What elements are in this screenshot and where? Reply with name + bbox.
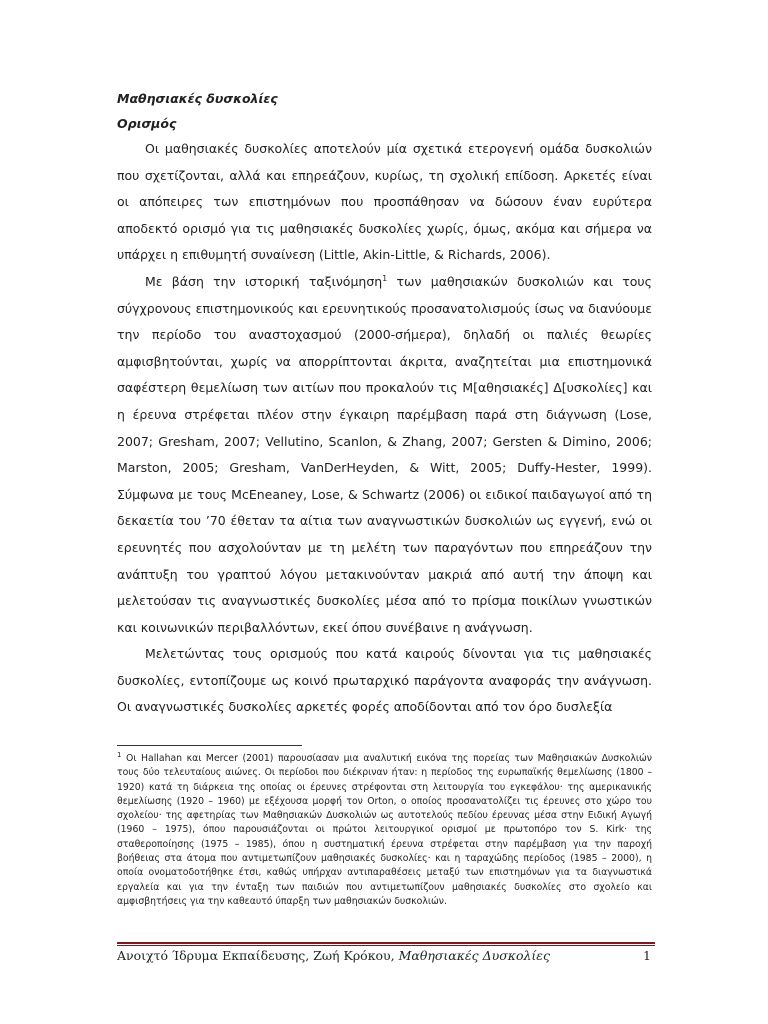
footer-rule-thin bbox=[117, 945, 655, 946]
paragraph-2-text-start: Με βάση την ιστορική ταξινόμηση bbox=[145, 273, 383, 289]
subsection-title: Ορισμός bbox=[117, 116, 177, 131]
paragraph-2-text-rest: των μαθησιακών δυσκολιών και τους σύγχρονους επιστημονικούς και ερευνητικούς προσανατολισμούς ίσως να διανύουμε την περίοδο του αναστοχασμού (2000-σήμερα), δηλαδή οι παλιές θεωρίες αμφισβητούνται, χωρίς να απορρίπτονται άκριτα, αναζητείται μια επιστημονικά σαφέστερη θεμελίωση των αιτίων που προκαλούν τις Μ[αθησιακές] Δ[υσκολίες] και η έρευνα στρέφεται πλέον στην έγκαιρη παρέμβαση παρά στη διάγνωση (Lose, 2007; Gresham, 2007; Vellutino, Scanlon, & Zhang, 2007; Gersten & Dimino, 2006; Marston, 2005; Gresham, VanDerHeyden, & Witt, 2005; Duffy-Hester, 1999). Σύμφωνα με τους McEneaney, Lose, & Schwartz (2006) οι ειδικοί παιδαγωγοί από τη δεκαετία του ’70 έθεταν τα αίτια των αναγνωστικών δυσκολιών ως εγγενή, ενώ οι ερευνητές που ασχολούνταν με τη μελέτη των παραγόντων που επηρεάζουν την ανάπτυξη του γραπτού λόγου μετακινούνταν μακριά από αυτή την άποψη και μελετούσαν τις αναγνωστικές δυσκολίες μέσα από το πρίσμα ποικίλων γνωστικών και κοινωνικών περιβαλλόντων, εκεί όπου συνέβαινε η ανάγνωση. bbox=[117, 273, 652, 635]
paragraph-1-text: Οι μαθησιακές δυσκολίες αποτελούν μία σχετικά ετερογενή ομάδα δυσκολιών που σχετίζονται, αλλά και επηρεάζουν, κυρίως, τη σχολική επίδοση. Αρκετές είναι οι απόπειρες των επιστημόνων που προσπάθησαν να δώσουν έναν ευρύτερα αποδεκτό ορισμό για τις μαθησιακές δυσκολίες χωρίς, όμως, ακόμα και σήμερα να υπάρχει η επιθυμητή συναίνεση (Little, Akin-Little, & Richards, 2006). bbox=[117, 141, 652, 263]
footer-rule-thick bbox=[117, 942, 655, 944]
paragraph-1 bbox=[117, 136, 652, 269]
section-title: Μαθησιακές δυσκολίες bbox=[117, 91, 278, 106]
page-number: 1 bbox=[643, 948, 651, 963]
footnote-number: 1 bbox=[117, 750, 122, 759]
main-content bbox=[117, 86, 652, 721]
paragraph-3 bbox=[117, 641, 652, 721]
page-footer bbox=[117, 948, 655, 966]
footnote-reference[interactable]: 1 bbox=[382, 273, 388, 283]
paragraph-2 bbox=[117, 269, 652, 641]
paragraph-3-text: Μελετώντας τους ορισμούς που κατά καιρούς δίνονται για τις μαθησιακές δυσκολίες, εντοπίζουμε ως κοινό πρωταρχικό παράγοντα αναφοράς την ανάγνωση. Οι αναγνωστικές δυσκολίες αρκετές φορές αποδίδονται από τον όρο δυσλεξία bbox=[117, 646, 652, 715]
footnote-divider bbox=[117, 745, 302, 746]
footer-citation bbox=[117, 948, 550, 963]
footer-citation-text: Ανοιχτό Ίδρυμα Εκπαίδευσης, Ζωή Κρόκου, bbox=[117, 948, 399, 963]
footer-citation-title: Μαθησιακές Δυσκολίες bbox=[398, 948, 551, 963]
footnote bbox=[117, 752, 652, 909]
footnote-text: Οι Hallahan και Mercer (2001) παρουσίασαν μια αναλυτική εικόνα της πορείας των Μαθησιακών Δυσκολιών τους δύο τελευταίους αιώνες. Οι περίοδοι που διέκριναν ήταν: η περίοδος της ευρωπαϊκής θεμελίωσης (1800 – 1920) κατά τη διάρκεια της οποίας οι έρευνες στρέφονται στη λειτουργία του εγκεφάλου· της αμερικανικής θεμελίωσης (1920 – 1960) με εξέχουσα μορφή τον Orton, ο οποίος προσανατολίζει τις έρευνες στο χώρο του σχολείου· της αφετηρίας των Μαθησιακών Δυσκολιών ως αυτοτελούς πεδίου έρευνας μέσα στην Ειδική Αγωγή (1960 – 1975), όπου παρουσιάζονται οι πρώτοι λειτουργικοί ορισμοί με πρωτοπόρο τον S. Kirk· της σταθεροποίησης (1975 – 1985), όπου η συστηματική έρευνα στρέφεται στην παρέμβαση για την παροχή βοήθειας στα άτομα που αντιμετωπίζουν μαθησιακές δυσκολίες· και η ταραχώδης περίοδος (1985 – 2000), η οποία ονοματοδοτήθηκε έτσι, καθώς υπήρχαν αντιπαραθέσεις μεταξύ των επιστημόνων για τα διαγνωστικά εργαλεία και για την ένταξη των παιδιών που αντιμετωπίζουν μαθησιακές δυσκολίες στο σχολείο και αμφισβητήσεις για την καθεαυτό ύπαρξη των μαθησιακών δυσκολιών. bbox=[117, 753, 652, 907]
